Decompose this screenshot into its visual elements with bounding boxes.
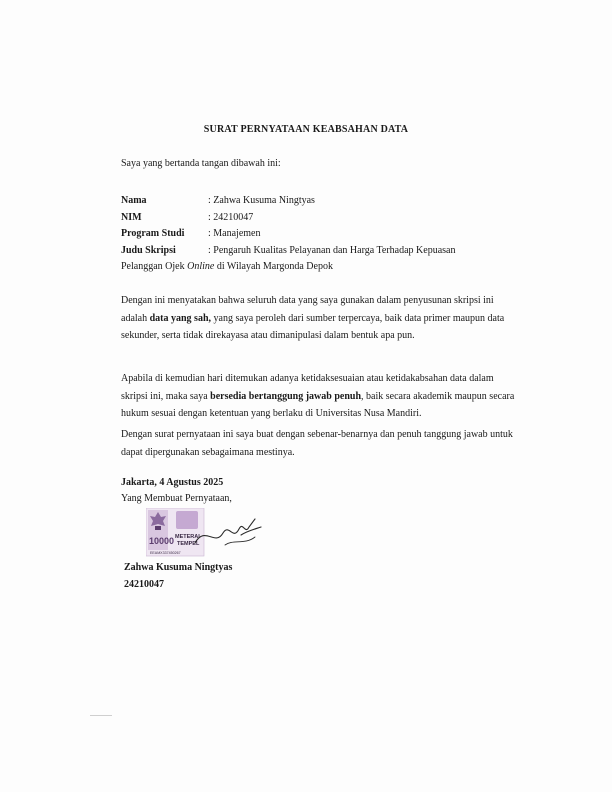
paragraph-line (121, 388, 515, 406)
field-label: Nama (121, 195, 147, 206)
field-label: NIM (121, 211, 142, 223)
inline-text: adalah (121, 312, 150, 324)
field-value: : Pengaruh Kualitas Pelayanan dan Harga Terhadap Kepuasan (208, 244, 456, 256)
inline-text: skripsi ini, maka saya (121, 390, 211, 402)
intro-text: Saya yang bertanda tangan dibawah ini: (121, 158, 281, 169)
paragraph-line: sekunder, serta tidak direkayasa atau dimanipulasi dalam bentuk apa pun. (121, 330, 415, 341)
stamp-serial: EEAMX337450267 (150, 551, 181, 555)
paragraph-data-validity (121, 292, 505, 345)
signatory-name: Zahwa Kusuma Ningtyas (124, 562, 233, 573)
signature-role: Yang Membuat Pernyataan, (121, 493, 232, 504)
paragraph-line: Dengan surat pernyataan ini saya buat dengan sebenar-benarnya dan penuh tanggung jawab untuk (121, 429, 513, 440)
emphasis-text: data yang sah, (149, 312, 211, 324)
paragraph-closing (121, 426, 513, 461)
inline-text: yang saya peroleh dari sumber terpercaya, baik data primer maupun data (211, 312, 505, 324)
handwritten-signature (185, 505, 265, 555)
signatory-nim: 24210047 (124, 579, 164, 590)
thesis-title-continuation (121, 259, 455, 275)
paragraph-line: Dengan ini menyatakan bahwa seluruh data yang saya gunakan dalam penyusunan skripsi ini (121, 295, 494, 306)
field-row-nim (121, 210, 455, 227)
thesis-cont-after: di Wilayah Margonda Depok (214, 261, 333, 272)
paragraph-line (121, 310, 505, 328)
field-value: : Zahwa Kusuma Ningtyas (208, 195, 315, 206)
inline-text: , baik secara akademik maupun secara (361, 390, 515, 402)
emphasis-text: bersedia bertanggung jawab penuh (210, 390, 362, 402)
paragraph-line: Apabila di kemudian hari ditemukan adanya ketidaksesuaian atau ketidakabsahan data dalam (121, 373, 494, 384)
scan-artifact-line (90, 715, 112, 716)
signature-place-date: Jakarta, 4 Agustus 2025 (121, 477, 224, 488)
paragraph-line: dapat dipergunakan sebagaimana mestinya. (121, 446, 295, 458)
field-row-program (121, 226, 455, 243)
stamp-label-tempel: TEMPEL (177, 541, 200, 547)
paragraph-line: hukum sesuai dengan ketentuan yang berlaku di Universitas Nusa Mandiri. (121, 408, 422, 419)
field-value: : 24210047 (208, 211, 254, 223)
field-value: : Manajemen (208, 228, 261, 239)
stamp-label-meterai: METERAI (175, 534, 200, 540)
stamp-value: 10000 (149, 536, 175, 546)
field-label: Judu Skripsi (121, 244, 176, 256)
paragraph-responsibility (121, 370, 515, 423)
field-row-name (121, 193, 455, 210)
document-title: SURAT PERNYATAAN KEABSAHAN DATA (203, 124, 409, 135)
identity-fields (121, 193, 455, 275)
field-row-thesis (121, 243, 455, 260)
thesis-cont-italic: Online (187, 261, 215, 272)
thesis-cont-before: Pelanggan Ojek (121, 261, 188, 272)
field-label: Program Studi (121, 228, 185, 239)
